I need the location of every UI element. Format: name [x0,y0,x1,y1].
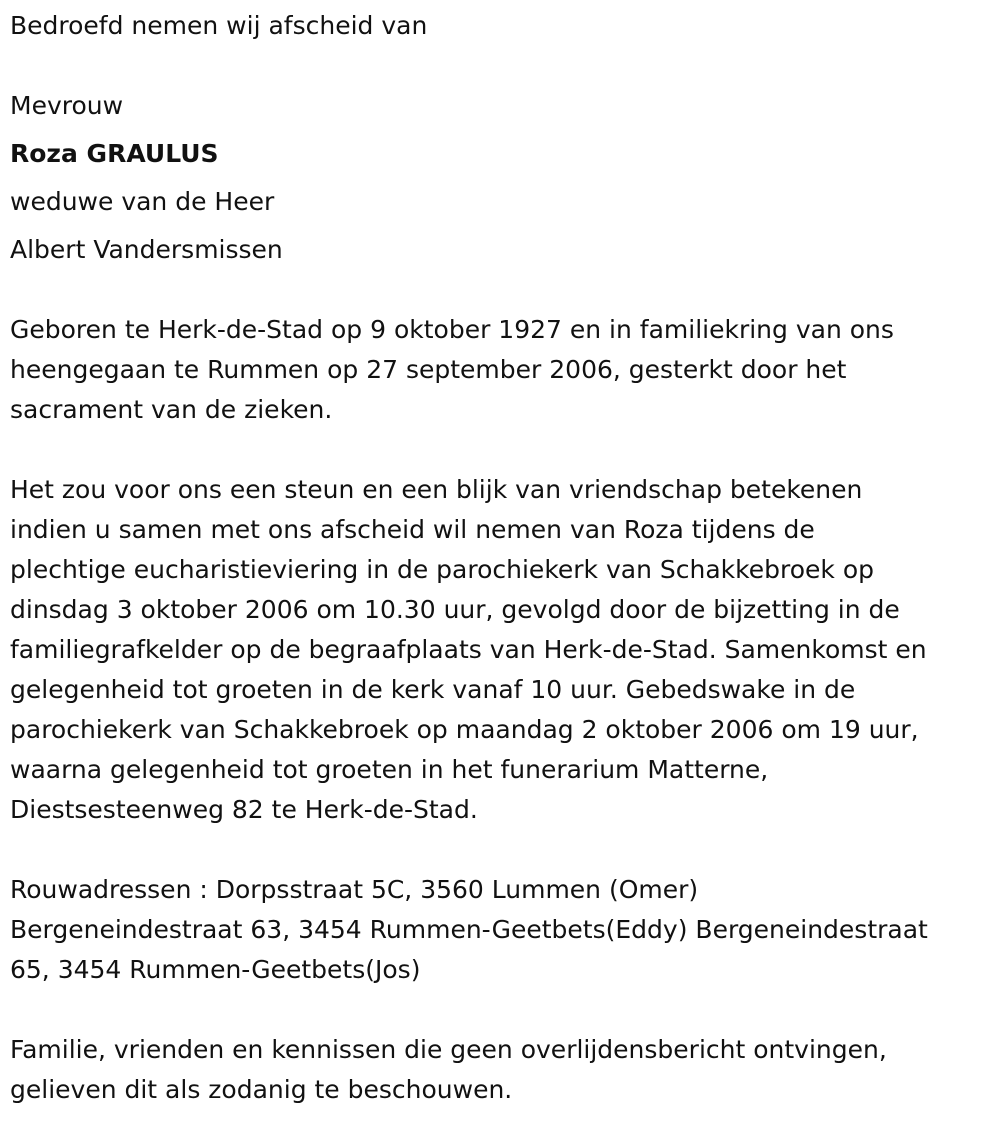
opening-line: Bedroefd nemen wij afscheid van [10,11,428,40]
birth-line: heengegaan te Rummen op 27 september 2006, gesterkt door het [10,355,847,384]
funeral-line: familiegrafkelder op de begraafplaats van Herk-de-Stad. Samenkomst en [10,635,927,664]
closing-paragraph [10,1030,995,1110]
funeral-line: Het zou voor ons een steun en een blijk van vriendschap betekenen [10,475,863,504]
birth-paragraph [10,310,995,430]
funeral-line: gelegenheid tot groeten in de kerk vanaf 10 uur. Gebedswake in de [10,675,856,704]
funeral-line: waarna gelegenheid tot groeten in het funerarium Matterne, [10,755,769,784]
mourning-addresses [10,870,995,990]
widow-of-line: weduwe van de Heer [10,187,275,216]
birth-line: sacrament van de zieken. [10,395,333,424]
funeral-line: dinsdag 3 oktober 2006 om 10.30 uur, gevolgd door de bijzetting in de [10,595,900,624]
funeral-line: parochiekerk van Schakkebroek op maandag 2 oktober 2006 om 19 uur, [10,715,919,744]
honorific: Mevrouw [10,91,124,120]
funeral-line: indien u samen met ons afscheid wil nemen van Roza tijdens de [10,515,815,544]
address-line: Rouwadressen : Dorpsstraat 5C, 3560 Lummen (Omer) [10,875,699,904]
funeral-line: Diestsesteenweg 82 te Herk-de-Stad. [10,795,478,824]
closing-line: gelieven dit als zodanig te beschouwen. [10,1075,513,1104]
address-line: Bergeneindestraat 63, 3454 Rummen-Geetbets(Eddy) Bergeneindestraat [10,915,928,944]
husband-name: Albert Vandersmissen [10,235,283,264]
address-line: 65, 3454 Rummen-Geetbets(Jos) [10,955,421,984]
deceased-name: Roza GRAULUS [10,139,219,168]
birth-line: Geboren te Herk-de-Stad op 9 oktober 1927 en in familiekring van ons [10,315,894,344]
closing-line: Familie, vrienden en kennissen die geen overlijdensbericht ontvingen, [10,1035,887,1064]
funeral-paragraph [10,470,995,830]
funeral-line: plechtige eucharistieviering in de parochiekerk van Schakkebroek op [10,555,874,584]
